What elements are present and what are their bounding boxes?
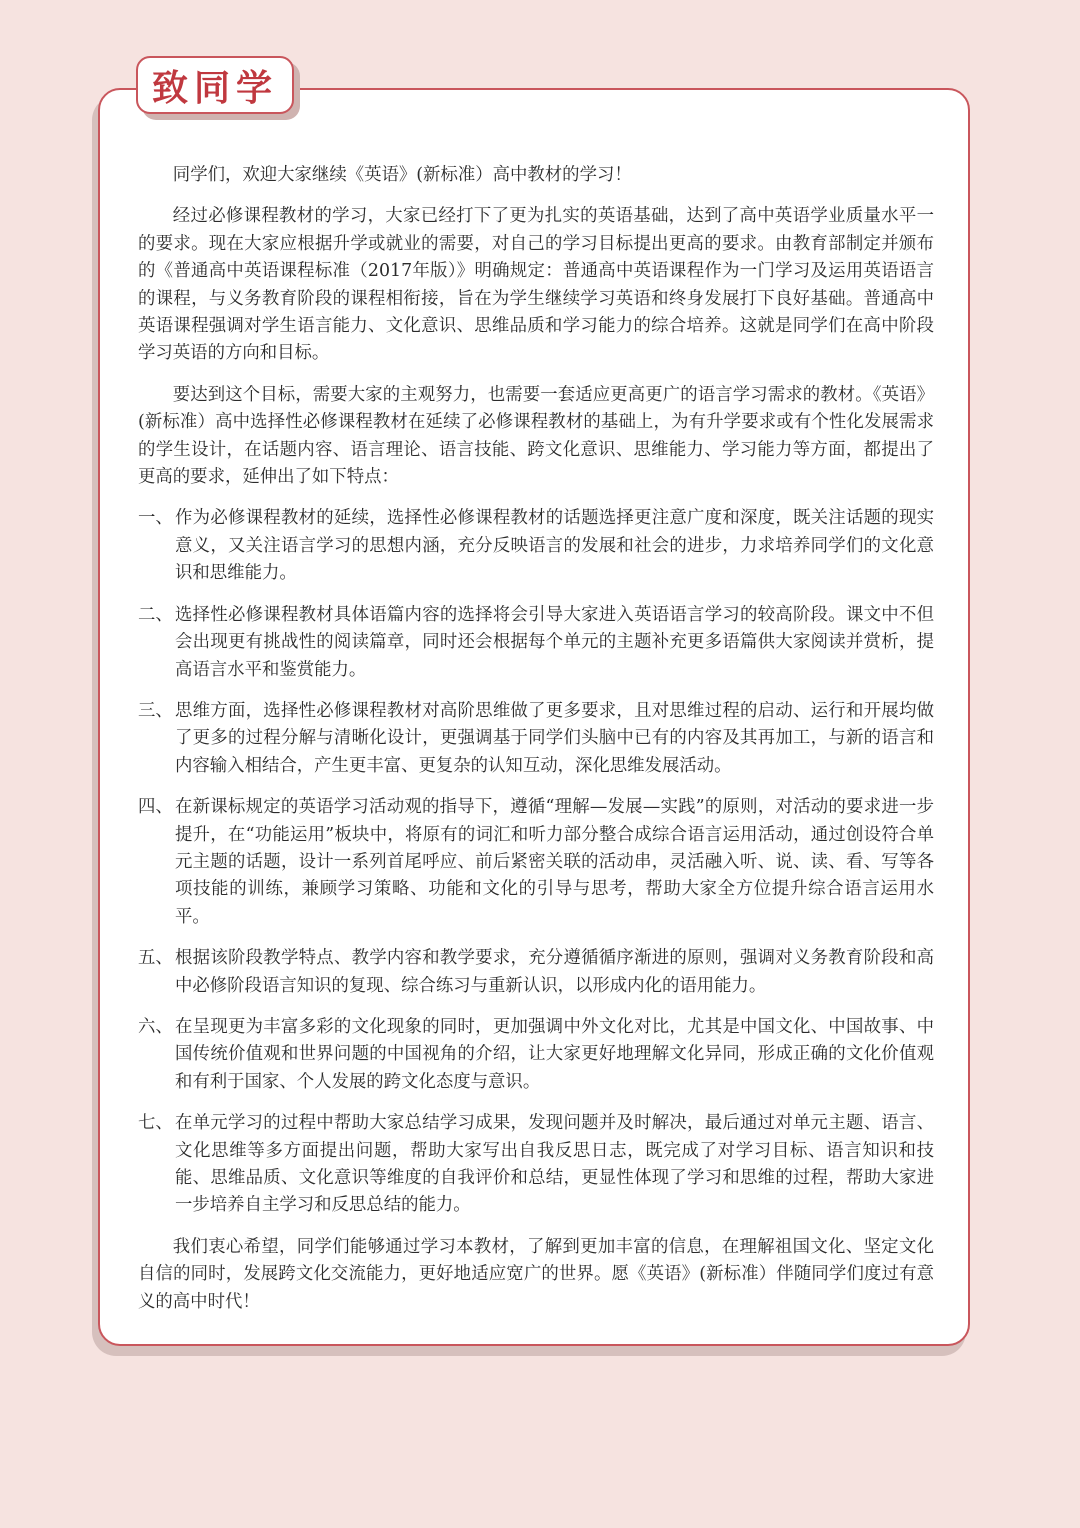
feature-text: 思维方面，选择性必修课程教材对高阶思维做了更多要求，且对思维过程的启动、运行和开展均做了更多的过程分解与清晰化设计，更强调基于同学们头脑中已有的内容及其再加工，与新的语言和内容输入相结合，产生更丰富、更复杂的认知互动，深化思维发展活动。	[175, 700, 934, 776]
feature-item	[138, 945, 934, 1000]
page-title: 致同学	[136, 56, 294, 114]
feature-text: 在呈现更为丰富多彩的文化现象的同时，更加强调中外文化对比，尤其是中国文化、中国故事、中国传统价值观和世界问题的中国视角的介绍，让大家更好地理解文化异同，形成正确的文化价值观和有利于国家、个人发展的跨文化态度与意识。	[175, 1016, 934, 1092]
feature-number: 五、	[138, 948, 173, 969]
feature-text: 作为必修课程教材的延续，选择性必修课程教材的话题选择更注意广度和深度，既关注话题的现实意义，又关注语言学习的思想内涵，充分反映语言的发展和社会的进步，力求培养同学们的文化意识和思维能力。	[175, 508, 934, 584]
intro-paragraph: 经过必修课程教材的学习，大家已经打下了更为扎实的英语基础，达到了高中英语学业质量水平一的要求。现在大家应根据升学或就业的需要，对自己的学习目标提出更高的要求。由教育部制定并颁布的《普通高中英语课程标准（2017年版）》明确规定：普通高中英语课程作为一门学习及运用英语语言的课程，与义务教育阶段的课程相衔接，旨在为学生继续学习英语和终身发展打下良好基础。普通高中英语课程强调对学生语言能力、文化意识、思维品质和学习能力的综合培养。这就是同学们在高中阶段学习英语的方向和目标。	[138, 206, 934, 364]
feature-number: 二、	[138, 604, 173, 625]
feature-number: 七、	[138, 1113, 173, 1134]
feature-item	[138, 602, 934, 684]
goal-paragraph: 要达到这个目标，需要大家的主观努力，也需要一套适应更高更广的语言学习需求的教材。《英语》(新标准）高中选择性必修课程教材在延续了必修课程教材的基础上，为有升学要求或有个性化发展需求的学生设计，在话题内容、语言理论、语言技能、跨文化意识、思维能力、学习能力等方面，都提出了更高的要求，延伸出了如下特点：	[138, 384, 934, 488]
letter-body	[138, 162, 934, 1330]
feature-number: 六、	[138, 1016, 173, 1037]
feature-item	[138, 1110, 934, 1220]
feature-number: 一、	[138, 508, 173, 529]
closing-paragraph: 我们衷心希望，同学们能够通过学习本教材，了解到更加丰富的信息，在理解祖国文化、坚定文化自信的同时，发展跨文化交流能力，更好地适应宽广的世界。愿《英语》(新标准）伴随同学们度过有意义的高中时代！	[138, 1236, 934, 1312]
greeting-paragraph: 同学们，欢迎大家继续《英语》(新标准）高中教材的学习！	[172, 165, 632, 185]
feature-text: 在新课标规定的英语学习活动观的指导下，遵循“理解—发展—实践”的原则，对活动的要求进一步提升，在“功能运用”板块中，将原有的词汇和听力部分整合成综合语言运用活动，通过创设符合单元主题的话题，设计一系列首尾呼应、前后紧密关联的活动串，灵活融入听、说、读、看、写等各项技能的训练，兼顾学习策略、功能和文化的引导与思考，帮助大家全方位提升综合语言运用水平。	[175, 797, 934, 927]
feature-number: 四、	[138, 797, 173, 818]
feature-item	[138, 698, 934, 780]
feature-item	[138, 505, 934, 587]
feature-list	[138, 505, 934, 1219]
feature-text: 根据该阶段教学特点、教学内容和教学要求，充分遵循循序渐进的原则，强调对义务教育阶段和高中必修阶段语言知识的复现、综合练习与重新认识，以形成内化的语用能力。	[175, 948, 934, 996]
feature-number: 三、	[138, 700, 173, 721]
feature-text: 选择性必修课程教材具体语篇内容的选择将会引导大家进入英语语言学习的较高阶段。课文中不但会出现更有挑战性的阅读篇章，同时还会根据每个单元的主题补充更多语篇供大家阅读并赏析，提高语言水平和鉴赏能力。	[175, 604, 934, 680]
feature-text: 在单元学习的过程中帮助大家总结学习成果，发现问题并及时解决，最后通过对单元主题、语言、文化思维等多方面提出问题，帮助大家写出自我反思日志，既完成了对学习目标、语言知识和技能、思维品质、文化意识等维度的自我评价和总结，更显性体现了学习和思维的过程，帮助大家进一步培养自主学习和反思总结的能力。	[175, 1113, 934, 1216]
feature-item	[138, 794, 934, 931]
feature-item	[138, 1014, 934, 1096]
